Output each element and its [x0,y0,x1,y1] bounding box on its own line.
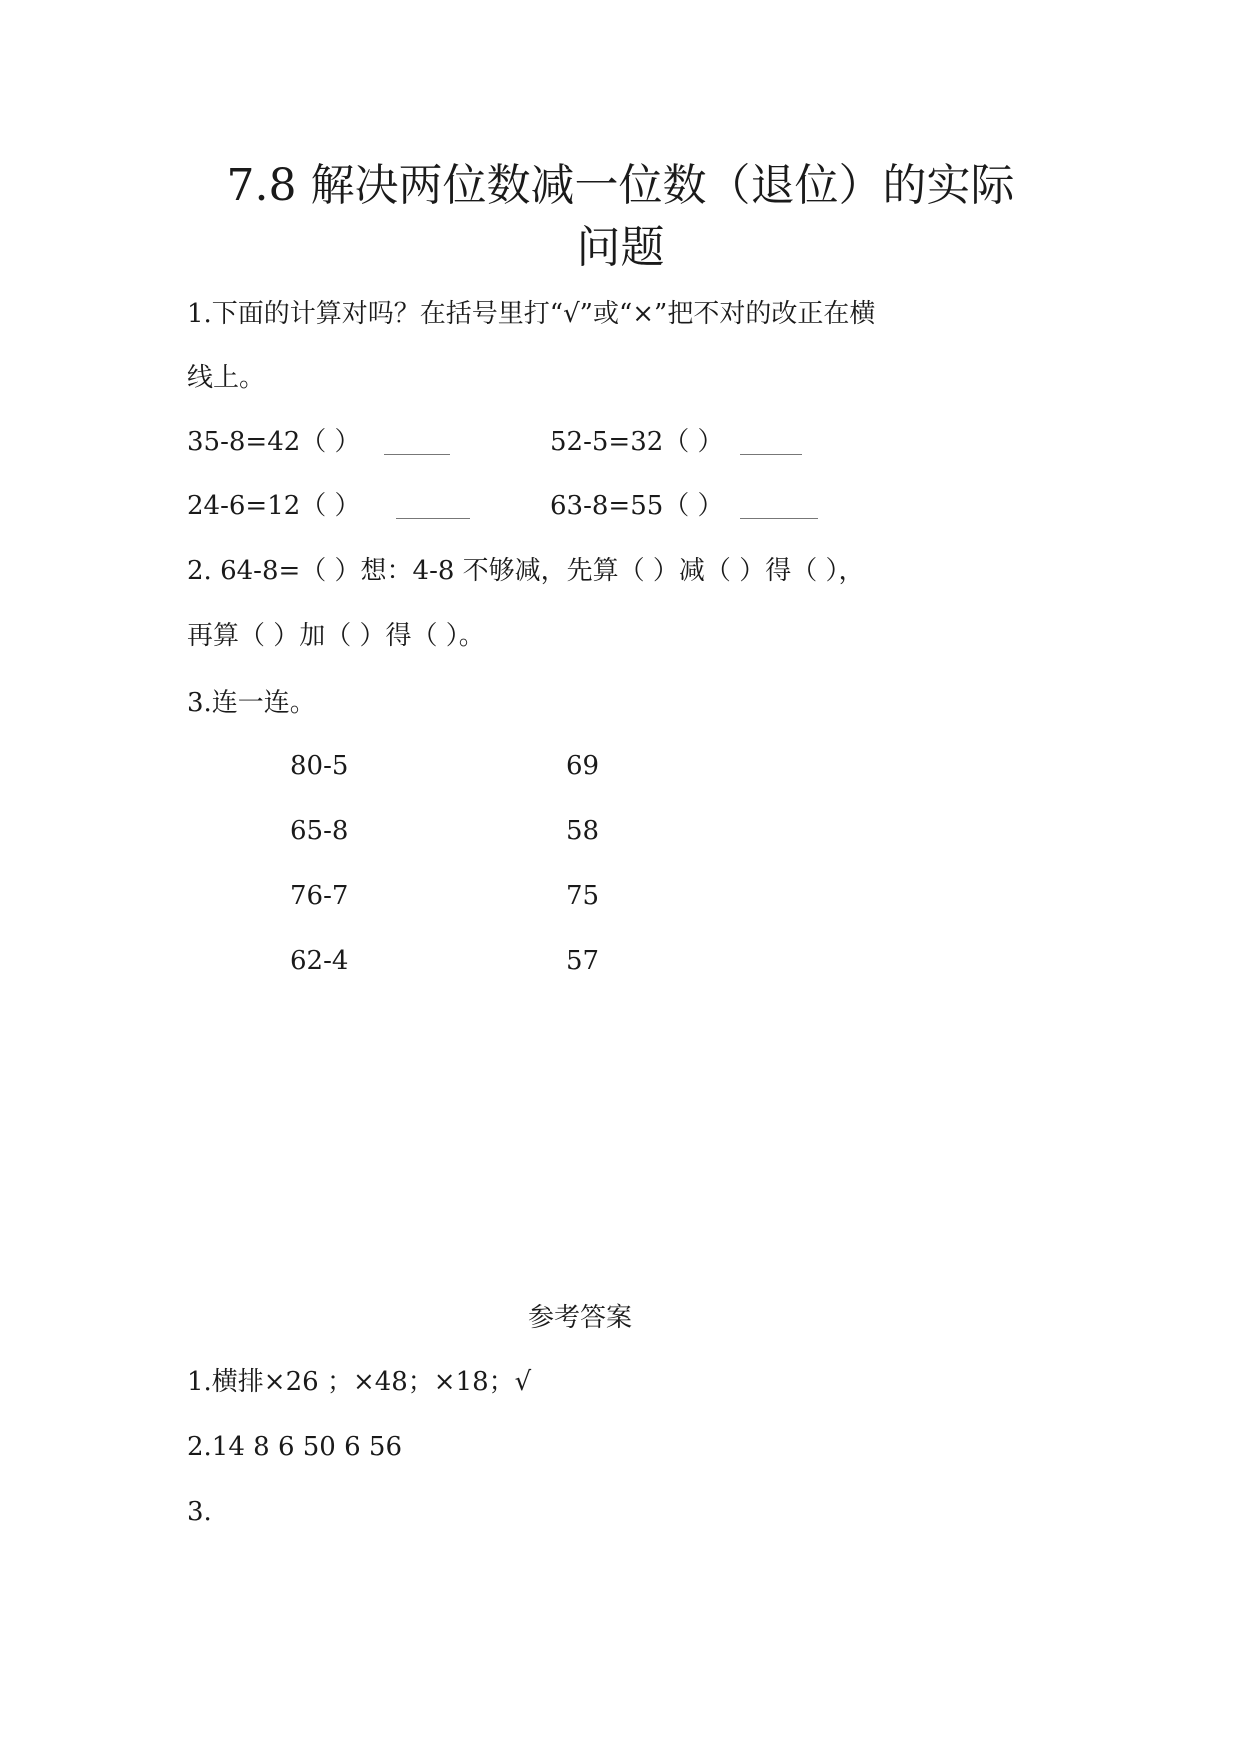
match-left-item-3[interactable]: 76-7 [290,881,349,911]
question-3-label: 3.连一连。 [187,688,316,718]
match-left-item-1[interactable]: 80-5 [290,751,349,781]
q1-item-2-correction-blank[interactable] [740,436,802,459]
answer-2: 2.14 8 6 50 6 56 [187,1432,403,1462]
match-right-item-3[interactable]: 75 [566,881,600,911]
q1-item-3-correction-blank[interactable] [396,500,470,523]
match-left-item-2[interactable]: 65-8 [290,816,349,846]
answer-3: 3. [187,1497,212,1527]
q1-item-3 [187,490,361,522]
q1-item-1 [187,426,361,458]
match-right-item-1[interactable]: 69 [566,751,600,781]
q1-item-3-text: 24-6=12（ ） [187,491,361,521]
q1-item-2 [550,426,724,458]
match-left-item-4[interactable]: 62-4 [290,946,349,976]
answers-heading: 参考答案 [527,1303,632,1333]
question-1-prompt-line-1: 1.下面的计算对吗？在括号里打“√”或“×”把不对的改正在横 [187,299,876,329]
match-right-item-2[interactable]: 58 [566,816,600,846]
q1-item-4 [550,490,724,522]
q1-item-2-text: 52-5=32（ ） [550,427,724,457]
question-2-line-2: 再算（ ）加（ ）得（ ）。 [187,621,485,651]
q1-item-4-correction-blank[interactable] [740,500,818,523]
question-2-line-1: 2. 64-8=（ ）想：4-8 不够减，先算（ ）减（ ）得（ ）， [187,556,865,586]
q1-item-4-text: 63-8=55（ ） [550,491,724,521]
match-right-item-4[interactable]: 57 [566,946,600,976]
page-title-line-1: 7.8 解决两位数减一位数（退位）的实际 [226,160,1015,211]
q1-item-1-correction-blank[interactable] [384,436,450,459]
question-1-prompt-line-2: 线上。 [187,363,266,393]
q1-item-1-text: 35-8=42（ ） [187,427,361,457]
answer-1: 1.横排×26 ；×48；×18；√ [187,1367,532,1397]
page-title-line-2: 问题 [576,222,665,273]
